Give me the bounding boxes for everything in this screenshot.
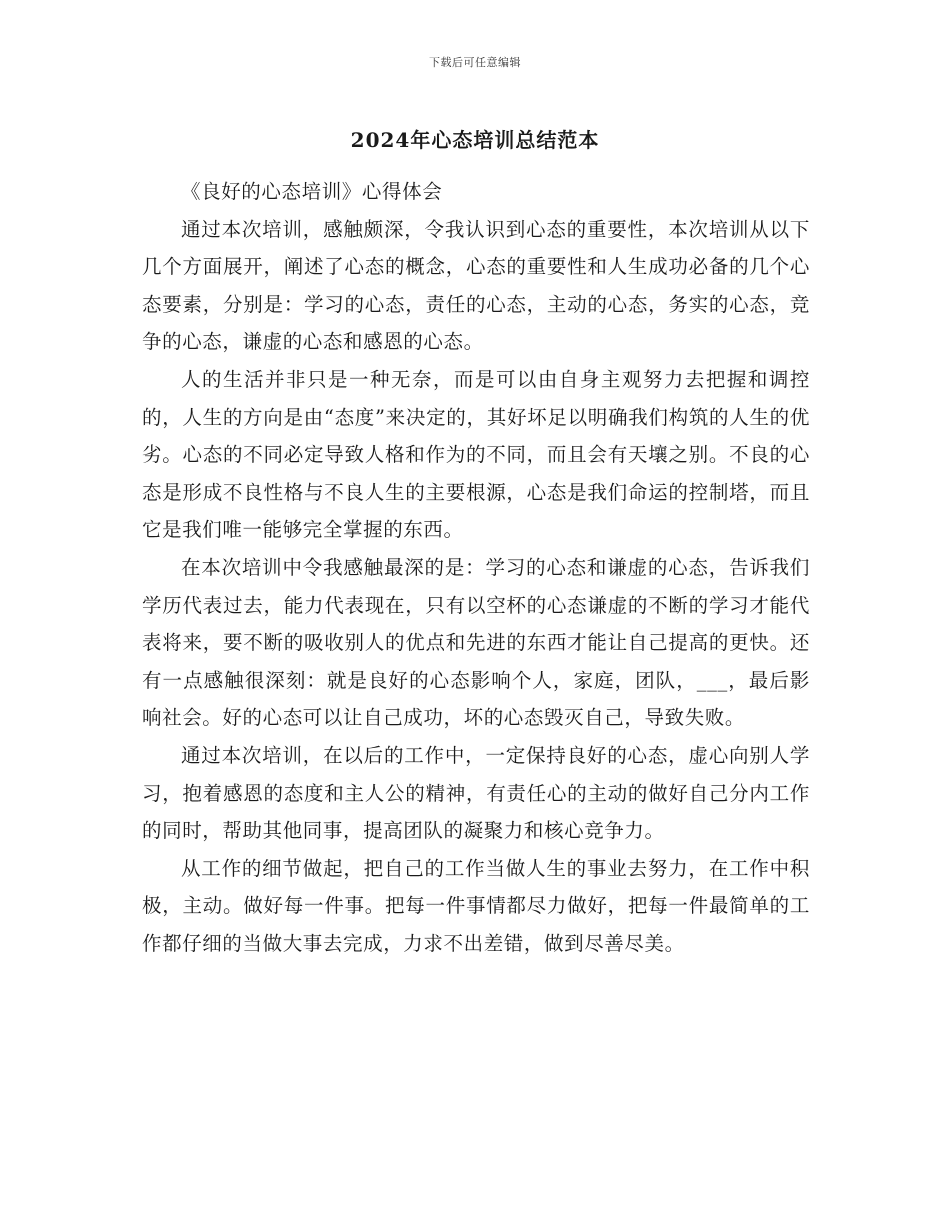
paragraph-5: 从工作的细节做起，把自己的工作当做人生的事业去努力，在工作中积极，主动。做好每一件事。把每一件事情都尽力做好，把每一件最简单的工作都仔细的当做大事去完成，力求不出差错，做到尽善尽美。: [142, 856, 810, 955]
page-title: 2024年心态培训总结范本: [350, 128, 600, 152]
paragraph-1: 通过本次培训，感触颇深，令我认识到心态的重要性，本次培训从以下几个方面展开，阐述了心态的概念，心态的重要性和人生成功必备的几个心态要素，分别是：学习的心态，责任的心态，主动的心态，务实的心态，竞争的心态，谦虚的心态和感恩的心态。: [142, 217, 810, 354]
document-subtitle: 《良好的心态培训》心得体会: [181, 180, 443, 203]
paragraph-2: 人的生活并非只是一种无奈，而是可以由自身主观努力去把握和调控的，人生的方向是由“态度”来决定的，其好坏足以明确我们构筑的人生的优劣。心态的不同必定导致人格和作为的不同，而且会有天壤之别。不良的心态是形成不良性格与不良人生的主要根源，心态是我们命运的控制塔，而且它是我们唯一能够完全掌握的东西。: [142, 367, 810, 542]
header-note: 下载后可任意编辑: [429, 56, 521, 69]
document-body: [142, 173, 810, 962]
paragraph-3: 在本次培训中令我感触最深的是：学习的心态和谦虚的心态，告诉我们学历代表过去，能力代表现在，只有以空杯的心态谦虚的不断的学习才能代表将来，要不断的吸收别人的优点和先进的东西才能让自己提高的更快。还有一点感触很深刻：就是良好的心态影响个人，家庭，团队，___，最后影响社会。好的心态可以让自己成功，坏的心态毁灭自己，导致失败。: [142, 555, 810, 730]
paragraph-4: 通过本次培训，在以后的工作中，一定保持良好的心态，虚心向别人学习，抱着感恩的态度和主人公的精神，有责任心的主动的做好自己分内工作的同时，帮助其他同事，提高团队的凝聚力和核心竞争力。: [142, 743, 810, 843]
